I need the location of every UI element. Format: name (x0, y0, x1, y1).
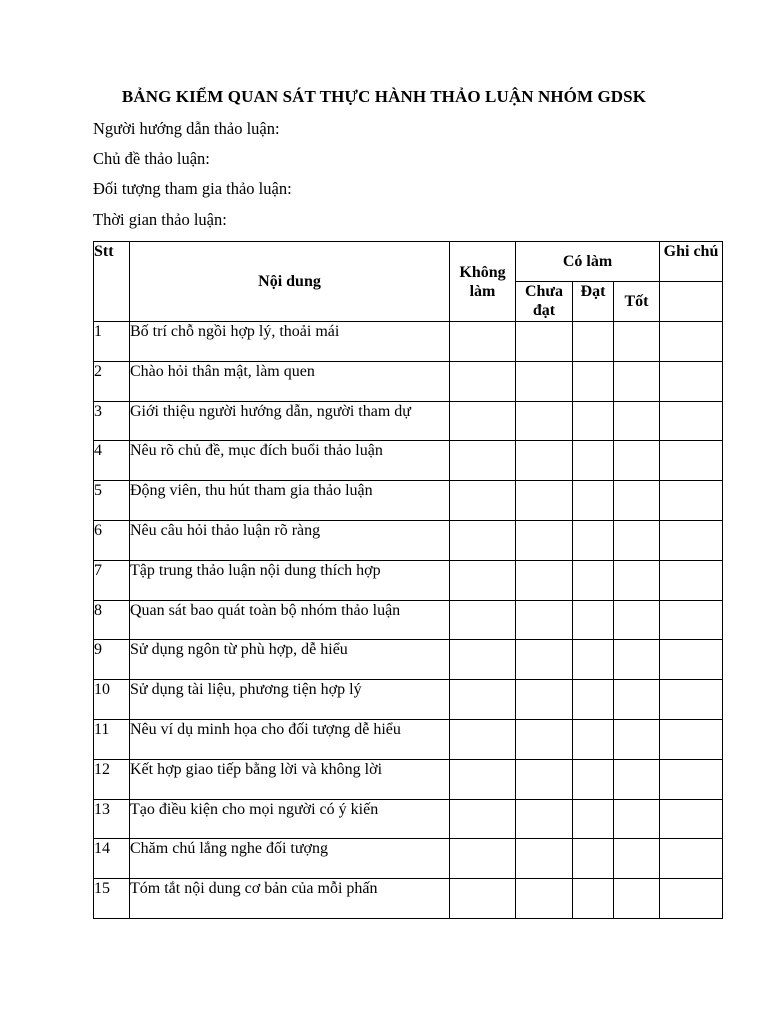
row-content: Nêu rõ chủ đề, mục đích buổi thảo luận (130, 441, 450, 481)
info-line-participants: Đối tượng tham gia thảo luận: (93, 179, 292, 198)
cell-chua-dat[interactable] (516, 759, 573, 799)
cell-khong-lam[interactable] (450, 879, 516, 919)
cell-ghi-chu[interactable] (660, 322, 723, 362)
cell-khong-lam[interactable] (450, 560, 516, 600)
cell-ghi-chu[interactable] (660, 839, 723, 879)
cell-ghi-chu[interactable] (660, 481, 723, 521)
row-stt: 10 (94, 680, 130, 720)
cell-tot[interactable] (614, 520, 660, 560)
table-row (94, 719, 723, 759)
table-row (94, 560, 723, 600)
cell-tot[interactable] (614, 719, 660, 759)
cell-chua-dat[interactable] (516, 839, 573, 879)
cell-dat[interactable] (573, 401, 614, 441)
cell-dat[interactable] (573, 481, 614, 521)
table-row (94, 322, 723, 362)
cell-khong-lam[interactable] (450, 839, 516, 879)
table-header-row (94, 242, 723, 282)
cell-ghi-chu[interactable] (660, 680, 723, 720)
cell-dat[interactable] (573, 719, 614, 759)
info-line-topic: Chủ đề thảo luận: (93, 149, 210, 168)
cell-dat[interactable] (573, 759, 614, 799)
row-content: Bố trí chỗ ngồi hợp lý, thoải mái (130, 322, 450, 362)
cell-chua-dat[interactable] (516, 640, 573, 680)
cell-tot[interactable] (614, 799, 660, 839)
checklist-table (93, 241, 723, 919)
cell-dat[interactable] (573, 799, 614, 839)
table-row (94, 680, 723, 720)
cell-tot[interactable] (614, 680, 660, 720)
document-title: BẢNG KIỂM QUAN SÁT THỰC HÀNH THẢO LUẬN NHÓM GDSK (121, 87, 647, 106)
header-stt: Stt (94, 242, 130, 322)
cell-tot[interactable] (614, 879, 660, 919)
cell-khong-lam[interactable] (450, 481, 516, 521)
cell-khong-lam[interactable] (450, 322, 516, 362)
cell-dat[interactable] (573, 361, 614, 401)
table-row (94, 441, 723, 481)
cell-dat[interactable] (573, 322, 614, 362)
row-stt: 2 (94, 361, 130, 401)
row-stt: 3 (94, 401, 130, 441)
cell-dat[interactable] (573, 441, 614, 481)
table-row (94, 600, 723, 640)
cell-tot[interactable] (614, 640, 660, 680)
row-content: Động viên, thu hút tham gia thảo luận (130, 481, 450, 521)
cell-chua-dat[interactable] (516, 322, 573, 362)
cell-tot[interactable] (614, 560, 660, 600)
cell-ghi-chu[interactable] (660, 719, 723, 759)
row-stt: 9 (94, 640, 130, 680)
header-tot: Tốt (614, 282, 660, 322)
table-row (94, 520, 723, 560)
cell-ghi-chu[interactable] (660, 401, 723, 441)
cell-ghi-chu[interactable] (660, 600, 723, 640)
row-content: Sử dụng ngôn từ phù hợp, dễ hiểu (130, 640, 450, 680)
cell-chua-dat[interactable] (516, 401, 573, 441)
cell-khong-lam[interactable] (450, 640, 516, 680)
row-content: Chăm chú lắng nghe đối tượng (130, 839, 450, 879)
cell-tot[interactable] (614, 481, 660, 521)
row-stt: 11 (94, 719, 130, 759)
cell-tot[interactable] (614, 839, 660, 879)
header-chua-dat: Chưa đạt (516, 282, 573, 322)
cell-chua-dat[interactable] (516, 879, 573, 919)
cell-chua-dat[interactable] (516, 680, 573, 720)
cell-ghi-chu[interactable] (660, 759, 723, 799)
cell-khong-lam[interactable] (450, 799, 516, 839)
header-ghi-chu-blank (660, 282, 723, 322)
cell-chua-dat[interactable] (516, 361, 573, 401)
cell-ghi-chu[interactable] (660, 640, 723, 680)
cell-ghi-chu[interactable] (660, 560, 723, 600)
header-dat: Đạt (573, 282, 614, 322)
cell-tot[interactable] (614, 441, 660, 481)
header-khong-lam: Không làm (450, 242, 516, 322)
header-ghi-chu: Ghi chú (660, 242, 723, 282)
cell-chua-dat[interactable] (516, 719, 573, 759)
table-row (94, 640, 723, 680)
cell-khong-lam[interactable] (450, 520, 516, 560)
row-content: Tạo điều kiện cho mọi người có ý kiến (130, 799, 450, 839)
cell-chua-dat[interactable] (516, 441, 573, 481)
cell-dat[interactable] (573, 520, 614, 560)
cell-dat[interactable] (573, 680, 614, 720)
cell-chua-dat[interactable] (516, 520, 573, 560)
cell-dat[interactable] (573, 879, 614, 919)
row-content: Nêu ví dụ minh họa cho đối tượng dễ hiểu (130, 719, 450, 759)
cell-chua-dat[interactable] (516, 560, 573, 600)
cell-khong-lam[interactable] (450, 401, 516, 441)
info-line-facilitator: Người hướng dẫn thảo luận: (93, 119, 280, 138)
cell-dat[interactable] (573, 560, 614, 600)
table-row (94, 839, 723, 879)
cell-tot[interactable] (614, 401, 660, 441)
cell-khong-lam[interactable] (450, 361, 516, 401)
table-row (94, 401, 723, 441)
info-line-time: Thời gian thảo luận: (93, 210, 227, 229)
header-co-lam: Có làm (516, 242, 660, 282)
row-content: Quan sát bao quát toàn bộ nhóm thảo luận (130, 600, 450, 640)
row-stt: 5 (94, 481, 130, 521)
row-stt: 12 (94, 759, 130, 799)
row-stt: 8 (94, 600, 130, 640)
cell-tot[interactable] (614, 600, 660, 640)
cell-chua-dat[interactable] (516, 799, 573, 839)
row-content: Kết hợp giao tiếp bằng lời và không lời (130, 759, 450, 799)
cell-tot[interactable] (614, 759, 660, 799)
row-content: Sử dụng tài liệu, phương tiện hợp lý (130, 680, 450, 720)
cell-ghi-chu[interactable] (660, 879, 723, 919)
cell-khong-lam[interactable] (450, 719, 516, 759)
header-noi-dung: Nội dung (130, 242, 450, 322)
cell-khong-lam[interactable] (450, 600, 516, 640)
row-content: Chào hỏi thân mật, làm quen (130, 361, 450, 401)
row-stt: 15 (94, 879, 130, 919)
row-stt: 1 (94, 322, 130, 362)
row-stt: 7 (94, 560, 130, 600)
cell-tot[interactable] (614, 322, 660, 362)
cell-tot[interactable] (614, 361, 660, 401)
cell-khong-lam[interactable] (450, 441, 516, 481)
cell-khong-lam[interactable] (450, 680, 516, 720)
cell-ghi-chu[interactable] (660, 799, 723, 839)
row-stt: 14 (94, 839, 130, 879)
cell-ghi-chu[interactable] (660, 441, 723, 481)
cell-ghi-chu[interactable] (660, 361, 723, 401)
cell-dat[interactable] (573, 600, 614, 640)
table-row (94, 481, 723, 521)
cell-dat[interactable] (573, 640, 614, 680)
cell-ghi-chu[interactable] (660, 520, 723, 560)
cell-chua-dat[interactable] (516, 600, 573, 640)
row-content: Tóm tắt nội dung cơ bản của mỗi phấn (130, 879, 450, 919)
table-row (94, 879, 723, 919)
row-content: Nêu câu hỏi thảo luận rõ ràng (130, 520, 450, 560)
row-stt: 4 (94, 441, 130, 481)
row-content: Tập trung thảo luận nội dung thích hợp (130, 560, 450, 600)
row-stt: 6 (94, 520, 130, 560)
cell-khong-lam[interactable] (450, 759, 516, 799)
table-row (94, 759, 723, 799)
cell-chua-dat[interactable] (516, 481, 573, 521)
cell-dat[interactable] (573, 839, 614, 879)
row-content: Giới thiệu người hướng dẫn, người tham dự (130, 401, 450, 441)
row-stt: 13 (94, 799, 130, 839)
table-row (94, 361, 723, 401)
table-row (94, 799, 723, 839)
